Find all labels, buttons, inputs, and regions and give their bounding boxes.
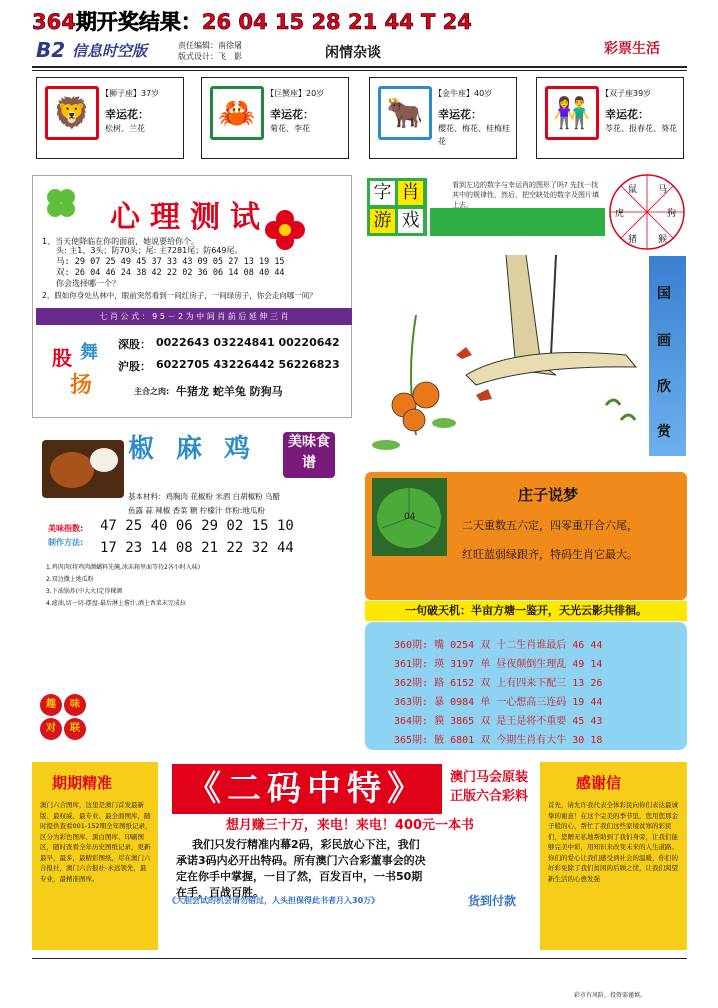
zodiac-wheel (607, 172, 687, 252)
section-title: 闲情杂谈 (325, 45, 381, 61)
lucky-flower-label: 幸运花： (270, 108, 314, 121)
wheel-label: 虎 (615, 209, 625, 219)
zodiac-sign: 【金牛座】40岁 (434, 89, 493, 98)
crab-icon: 🦀 (210, 86, 264, 140)
bull-icon: 🐂 (378, 86, 432, 140)
wheel-label: 鼠 (628, 185, 638, 195)
lucky-flower-label: 幸运花： (438, 108, 482, 121)
question-1-choice: 你会选择哪一个？ (56, 279, 120, 288)
record-row: 363期: 暴 0984 单 一心想高三连码 19 44 (394, 697, 603, 708)
lucky-flowers: 松树、兰花 (105, 124, 145, 133)
step-3: 3.下油锅炸(中大火)定得棵颜 (46, 588, 123, 595)
left-promo-title: 期期精准 (52, 774, 113, 792)
guohua-char: 画 (657, 333, 671, 349)
promo-headline: 《二码中特》 (172, 764, 442, 814)
guohua-char: 赏 (657, 424, 671, 440)
promo-text-line: 定在你手中掌握，一目了然，百发百中，一书50期 (176, 870, 423, 883)
twins-icon: 👫 (545, 86, 599, 140)
guohua-char: 国 (657, 286, 671, 302)
method-values: 17 23 14 08 21 22 32 44 (100, 540, 294, 556)
lantern: 趣 (40, 694, 62, 716)
guarantee-note: 《大胆尝试的机会请勿错过，人头担保得此书者月入30万》 (168, 896, 380, 905)
wheel-label: 马 (658, 185, 668, 195)
brand-logo: 彩票生活 (604, 41, 660, 57)
main-value: 牛猪龙 蛇羊兔 防狗马 (176, 385, 283, 398)
wheel-label: 狗 (667, 209, 677, 219)
shen-value: 0022643 03224841 00220642 (156, 336, 340, 349)
editor-info (178, 40, 242, 62)
macau-line-1: 澳门马会原装 (450, 770, 529, 785)
ink-painting (356, 255, 646, 455)
macau-line-2: 正版六合彩料 (450, 789, 529, 804)
cash-on-delivery: 货到付款 (468, 894, 517, 908)
lucky-flowers: 樱花、梅花、桂梅桂花 (438, 124, 510, 146)
promo-text-line: 我们只发行精准内幕2码，彩民放心下注，我们 (192, 838, 420, 851)
game-char: 游 (370, 209, 395, 233)
zodiac-card-cancer (201, 77, 349, 159)
game-char: 字 (370, 181, 395, 205)
question-1-hint: 头: 主1、3头；防70头；尾: 主7281尾；防649尾。 (56, 246, 243, 255)
banner-title: 信息时空版 (72, 42, 148, 60)
thanks-letter-body: 首先，请允许我代表全体彩民向你们表达最诚挚的谢意！在这个完美的季节里，您用您那金子般的心，帮忙了我们这些家境贫寒的彩民们，您赠无私地帮助到了我们身旁，让我们能够完美中彩，用知识来改变未来的人生道路。你们的爱心让我们感受到社会的温暖，你们的好彩免除了我们贫困的后顾之忧，让我们渴望新生活的心愈发强 (548, 801, 678, 883)
one-line-hint: 一句破天机：半亩方塘一鉴开，天光云影共徘徊。 (365, 601, 687, 621)
hu-value: 6022705 43226442 56226823 (156, 358, 340, 371)
zodiac-card-taurus (369, 77, 517, 159)
zodiac-sign: 【巨蟹座】20岁 (266, 89, 325, 98)
lion-icon: 🦁 (45, 86, 99, 140)
flower-icon (265, 210, 305, 250)
thanks-letter-title: 感谢信 (576, 774, 622, 792)
recipe-title: 椒麻鸡 (128, 434, 273, 464)
lucky-flower-label: 幸运花： (605, 108, 649, 121)
lucky-flowers: 苓花、报春花、葵花 (605, 124, 677, 133)
lucky-flower-label: 幸运花： (105, 108, 149, 121)
ingredients-line-1: 基本材料：鸡胸肉 花椒粉 米酒 白胡椒粉 乌醋 (128, 492, 281, 501)
method-label: 制作方法: (48, 538, 84, 547)
dish-photo (42, 440, 124, 498)
draw-result-title: 364期开奖结果：26 04 15 28 21 44 T 24 (32, 10, 472, 34)
game-char: 肖 (398, 181, 423, 205)
earn-slogan: 想月赚三十万，来电！来电！400元一本书 (172, 814, 528, 834)
page-tag: B2 (36, 38, 66, 62)
lantern: 联 (64, 718, 86, 740)
header-divider-thin (32, 70, 687, 71)
macau-tagline (450, 768, 528, 806)
question-1: 1、当天使降临在你的面前，她说要给你个。 (42, 237, 200, 246)
record-row: 364期: 貘 3865 双 是王是将不重要 45 43 (394, 716, 603, 727)
editor-line: 责任编辑：南徐屠 (178, 41, 242, 50)
riddle-text: 看到左边的数字与幸运肖的图形了吗? 先找一找其中的规律性，然后，把空缺处的数字及图片填上去。 (452, 181, 599, 209)
formula-bar: 七 肖 公 式 ： 9 5 － 2 为 中 间 肖 前 后 延 伸 三 肖 (36, 308, 352, 325)
stock-logo: 股 舞 扬 (52, 342, 98, 398)
zhuangzi-line-1: 二天重数五六定，四零重开合六尾， (462, 519, 638, 532)
riddle-stripe (430, 208, 605, 236)
zodiac-game-box (367, 178, 427, 236)
left-promo-body: 澳门六合图库，这里是澳门首发最新版、最权威、最专业、最全面图库，随时提供查看001-152期全年图纸记录，区分为彩色图库、黑白图库、印刷图区，随时查看全年历史图纸记录，更新最早，最多，最精彩图纸，尽在澳门六合报社，澳门六合报社-永远领先，最专业，最精准图库。 (40, 801, 152, 883)
record-row: 365期: 腋 6801 双 今期生肖有大牛 30 18 (394, 735, 603, 746)
zhuangzi-line-2: 红旺蓝弱绿跟齐，特码生肖它最大。 (462, 548, 638, 561)
lantern: 味 (64, 694, 86, 716)
risk-warning: 彩市有风险，投资需谨慎。 (574, 992, 647, 999)
wheel-label: 猴 (658, 235, 668, 245)
question-2: 2、假如你身处丛林中，眼前突然看到一间红房子，一间绿房子，你会走向哪一间？ (42, 291, 317, 300)
lantern: 对 (40, 718, 62, 740)
index-values: 47 25 40 06 29 02 15 10 (100, 518, 294, 534)
step-4: 4.滤油,切一切-摆盘-最后淋上酱汁,洒上香菜末完成拉 (46, 600, 186, 607)
clover-icon (44, 186, 78, 220)
step-2: 2.双边撒上地瓜粉 (46, 576, 94, 583)
ingredients-line-2: 鱼露 蒜 辣椒 香菜 糖 柠檬汁 炸粉:地瓜粉 (128, 506, 265, 515)
header-divider (32, 66, 687, 68)
designer-line: 版式设计：飞 影 (178, 52, 242, 61)
record-row: 360期: 嘴 0254 双 十二生肖谁最后 46 44 (394, 640, 603, 651)
recipe-badge: 美味食谱 (283, 432, 335, 478)
index-label: 美味指数: (48, 524, 84, 533)
zodiac-sign: 【双子座39岁 (601, 89, 652, 98)
footer-divider (32, 958, 687, 959)
zodiac-sign: 【狮子座】37岁 (101, 89, 160, 98)
zhuangzi-title: 庄子说梦 (518, 486, 579, 504)
promo-text-line: 承诺3码内必开出特码。所有澳门六合彩董事会的决 (176, 854, 426, 867)
number-row-shuang: 双: 26 04 46 24 38 42 22 02 36 06 14 08 40 44 (56, 268, 285, 278)
hu-label: 沪股： (118, 360, 151, 373)
psych-test-title: 心理测试 (110, 200, 270, 235)
game-char: 戏 (398, 209, 423, 233)
zodiac-card-leo (36, 77, 184, 159)
zodiac-card-gemini (536, 77, 684, 159)
lucky-flowers: 菊花、李花 (270, 124, 310, 133)
record-row: 362期: 路 6152 双 上有四来下配三 13 26 (394, 678, 603, 689)
wheel-label: 猪 (628, 235, 638, 245)
number-row-ma: 马: 29 07 25 49 45 37 33 43 09 05 27 13 19 15 (56, 257, 285, 267)
step-1: 1.鸡肉肉(将鸡肉颜蝴料先腌,冰冻箱里面等待2各小时入味) (46, 564, 201, 571)
promo-text-line: 在手，百战百胜。 (176, 886, 264, 899)
guohua-char: 欣 (657, 379, 671, 395)
shen-label: 深股： (118, 338, 151, 351)
record-row: 361期: 瑛 3197 单 昼夜颠倒生理乱 49 14 (394, 659, 603, 670)
leaf-number: 04 (404, 512, 416, 522)
main-label: 主合之肉: (134, 387, 170, 396)
